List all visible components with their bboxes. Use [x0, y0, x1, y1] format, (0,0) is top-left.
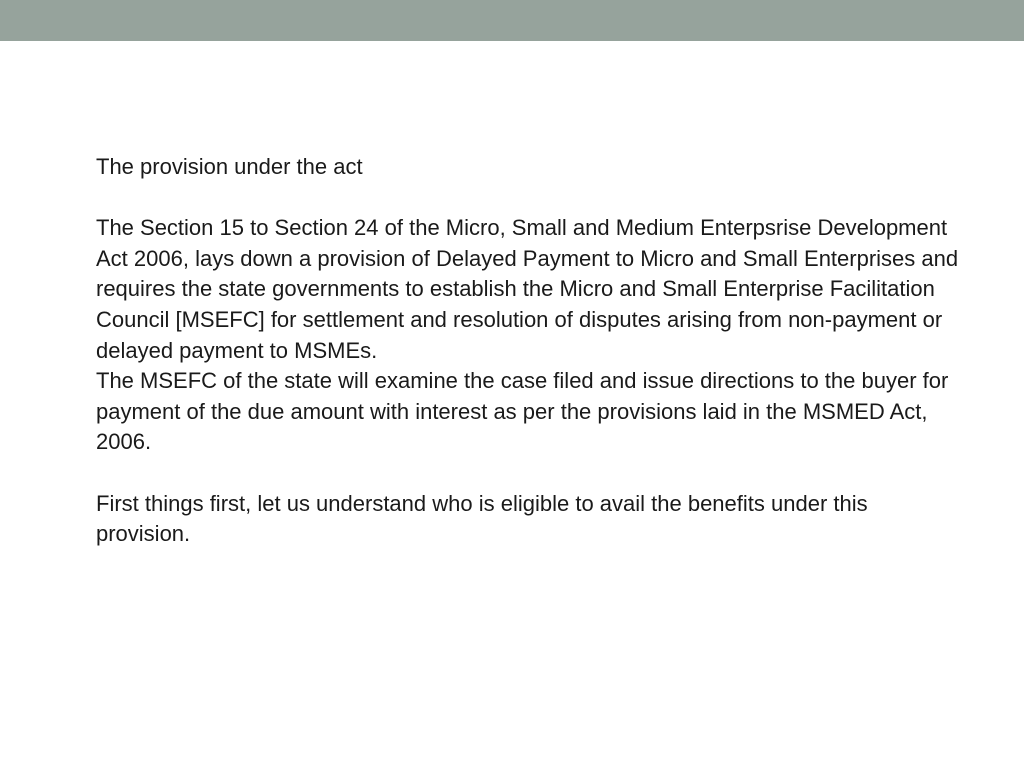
paragraph-eligibility: First things first, let us understand who is eligible to avail the benefits under this provision. — [96, 490, 868, 547]
spacer — [96, 458, 966, 489]
spacer — [96, 183, 966, 214]
slide-body — [96, 152, 966, 550]
slide-top-bar — [0, 0, 1024, 41]
paragraph-msefc: The MSEFC of the state will examine the case filed and issue directions to the buyer for payment of the due amount with interest as per the provisions laid in the MSMED Act, 2006. — [96, 368, 949, 455]
slide-heading: The provision under the act — [96, 154, 363, 179]
paragraph-section-provision: The Section 15 to Section 24 of the Micro, Small and Medium Enterpsrise Development Act 2006, lays down a provision of Delayed Payment to Micro and Small Enterprises and requires the state governments to establish the Micro and Small Enterprise Facilitation Council [MSEFC] for settlement and resolution of disputes arising from non-payment or delayed payment to MSMEs. — [96, 215, 959, 363]
